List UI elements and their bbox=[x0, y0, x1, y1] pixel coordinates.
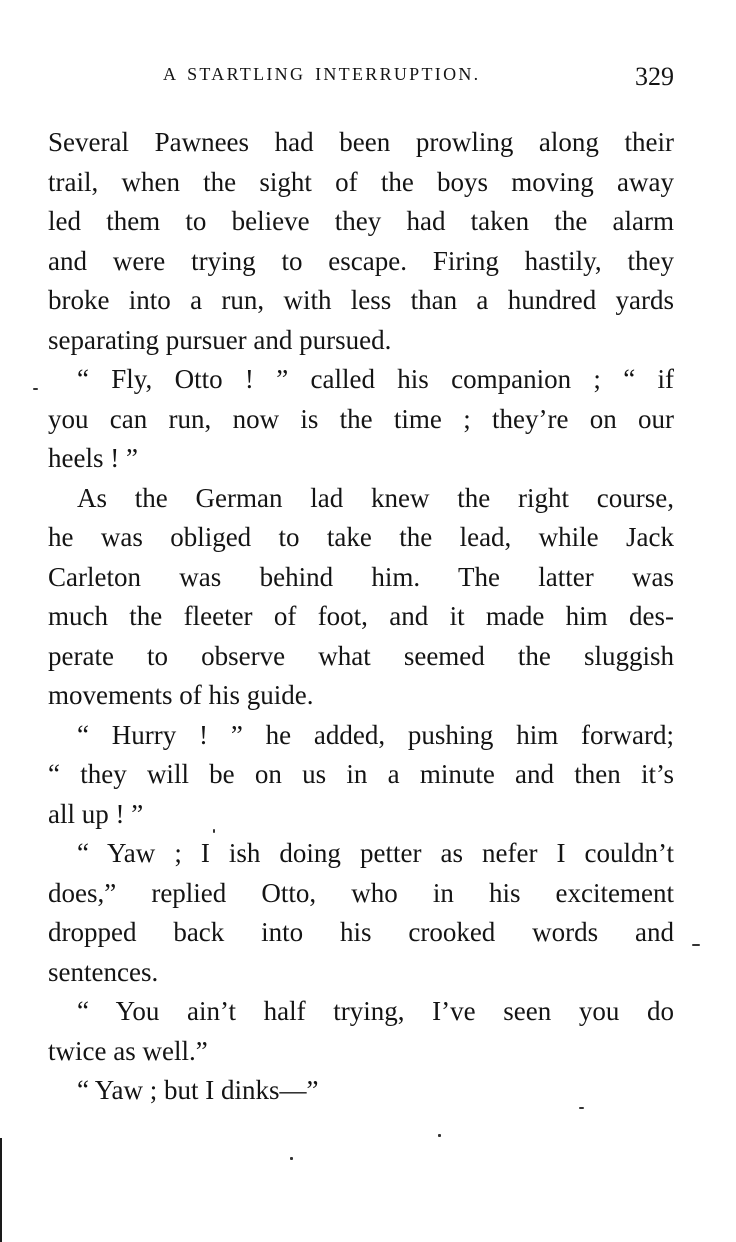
print-speck bbox=[438, 1134, 441, 1137]
text-line: does,” replied Otto, who in his excitement bbox=[48, 878, 674, 908]
text-line: “ Fly, Otto ! ” called his companion ; “ if bbox=[77, 364, 674, 394]
text-line: “ You ain’t half trying, I’ve seen you do bbox=[77, 996, 674, 1026]
print-speck bbox=[33, 388, 38, 390]
text-line: and were trying to escape. Firing hastily, they bbox=[48, 246, 674, 276]
page-number: 329 bbox=[635, 62, 674, 91]
text-line: much the fleeter of foot, and it made him des- bbox=[48, 601, 674, 631]
text-line: led them to believe they had taken the alarm bbox=[48, 206, 674, 236]
text-line: As the German lad knew the right course, bbox=[77, 483, 674, 513]
text-line: all up ! ” bbox=[48, 799, 144, 829]
print-speck bbox=[213, 829, 215, 833]
text-line: “ Hurry ! ” he added, pushing him forward; bbox=[77, 720, 674, 750]
running-head bbox=[48, 62, 674, 96]
text-line: Several Pawnees had been prowling along their bbox=[48, 127, 674, 157]
text-line: you can run, now is the time ; they’re on our bbox=[48, 404, 674, 434]
text-line: he was obliged to take the lead, while Jack bbox=[48, 522, 674, 552]
print-speck bbox=[290, 1157, 293, 1160]
text-line: perate to observe what seemed the sluggish bbox=[48, 641, 674, 671]
text-line: sentences. bbox=[48, 957, 159, 987]
text-line: heels ! ” bbox=[48, 443, 138, 473]
text-line: broke into a run, with less than a hundred yards bbox=[48, 285, 674, 315]
text-line: trail, when the sight of the boys moving away bbox=[48, 167, 674, 197]
page-edge-mark bbox=[0, 1138, 2, 1242]
text-line: “ Yaw ; but I dinks—” bbox=[77, 1075, 319, 1105]
text-line: “ Yaw ; I ish doing petter as nefer I couldn’t bbox=[77, 838, 674, 868]
print-speck bbox=[579, 1107, 584, 1109]
text-line: movements of his guide. bbox=[48, 680, 314, 710]
text-line: “ they will be on us in a minute and then it’s bbox=[48, 759, 674, 789]
running-title: A STARTLING INTERRUPTION. bbox=[163, 64, 481, 84]
print-speck bbox=[692, 944, 700, 946]
text-line: dropped back into his crooked words and bbox=[48, 917, 674, 947]
text-line: twice as well.” bbox=[48, 1036, 208, 1066]
text-line: separating pursuer and pursued. bbox=[48, 325, 392, 355]
text-line: Carleton was behind him. The latter was bbox=[48, 562, 674, 592]
